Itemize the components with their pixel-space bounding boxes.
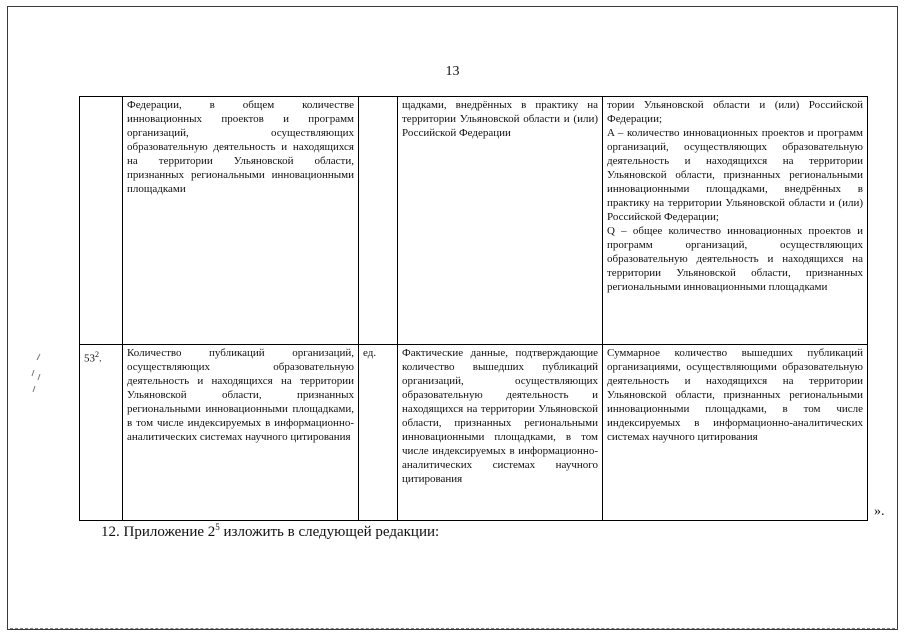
formula-cell: [603, 97, 868, 345]
indicator-cell: [123, 345, 359, 521]
scan-margin-marks: [30, 352, 44, 397]
row-number-cell: [80, 97, 123, 345]
instruction-prefix: 12. Приложение 2: [101, 524, 216, 540]
row-number-cell: $53^2$.: [80, 345, 123, 521]
indicator-text: Количество публикаций организаций, осуществляющих образовательную деятельность и находящихся на территории Ульяновской области, признанных региональными инновационными площадками, в том числе индексируемых в информационно-аналитических системах научного цитирования: [127, 347, 354, 443]
formula-paragraph: тории Ульяновской области и (или) Российской Федерации;: [607, 99, 863, 125]
formula-paragraph: A – количество инновационных проектов и программ организаций, осуществляющих образовательную деятельность и находящихся на территории Ульяновской области, признанных региональными инновационными площадками, внедрённых в практику на территории Ульяновской области и (или) Российской Федерации;: [607, 127, 863, 223]
indicator-text: Федерации, в общем количестве инновационных проектов и программ организаций, осуществляющих образовательную деятельность и находящихся на территории Ульяновской области, признанных региональными инновационными площадками: [127, 99, 354, 195]
source-cell: [398, 97, 603, 345]
unit-cell: [359, 97, 398, 345]
indicator-cell: [123, 97, 359, 345]
row-number-superscript: 2: [95, 350, 99, 359]
unit-text: ед.: [363, 347, 377, 359]
row-number: 53: [84, 352, 95, 365]
table-row: [80, 345, 868, 521]
page-number: 13: [445, 64, 460, 79]
source-text: щадками, внедрённых в практику на территории Ульяновской области и (или) Российской Федерации: [402, 99, 598, 139]
source-text: Фактические данные, подтверждающие количество вышедших публикаций организаций, осуществляющих образовательную деятельность и находящихся на территории Ульяновской области, признанных региональными инновационными площадками, в том числе индексируемых в информационно-аналитических системах научного цитирования: [402, 347, 598, 485]
instruction-superscript: 5: [215, 522, 220, 532]
table-row: [80, 97, 868, 345]
formula-cell: [603, 345, 868, 521]
instruction-suffix: изложить в следующей редакции:: [219, 524, 440, 540]
closing-quote-mark: ».: [874, 504, 885, 519]
indicator-table: [79, 96, 868, 521]
source-cell: [398, 345, 603, 521]
formula-text: Суммарное количество вышедших публикаций организациями, осуществляющими образовательную деятельность и находящихся на территории Ульяновской области, признанных региональными инновационными площадками, в том числе индексируемых в информационно-аналитических системах научного цитирования: [607, 347, 863, 443]
unit-cell: [359, 345, 398, 521]
amendment-instruction: [101, 522, 439, 541]
formula-paragraph: Q – общее количество инновационных проектов и программ организаций, осуществляющих образовательную деятельность и находящихся на территории Ульяновской области, признанных региональными инновационными площадками: [607, 225, 863, 293]
bottom-edge-line: [10, 628, 895, 629]
